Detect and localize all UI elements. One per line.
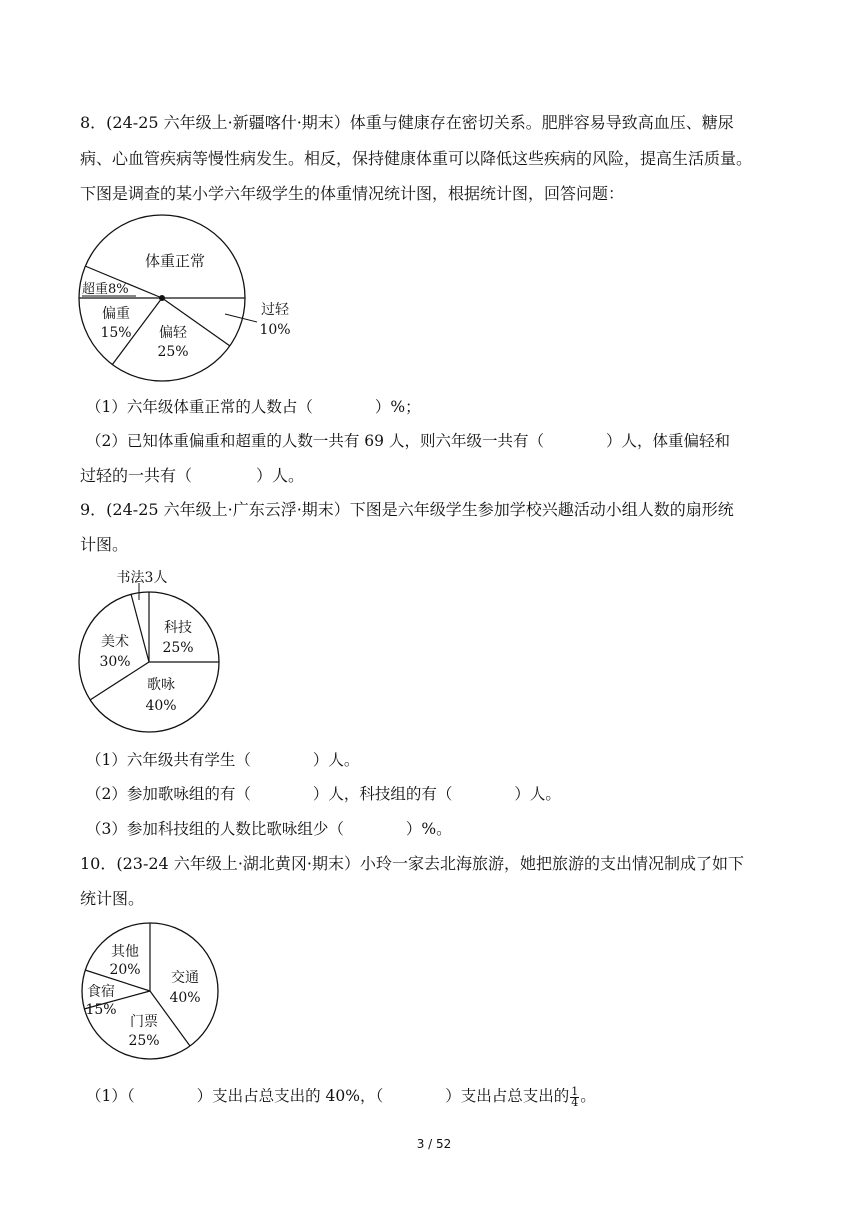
one-quarter-fraction (570, 1084, 579, 1109)
q8-line-3: 下图是调查的某小学六年级学生的体重情况统计图，根据统计图，回答问题： (80, 184, 625, 203)
activity-pie-label-calligraphy: 书法3人 (116, 570, 168, 586)
weight-pie-label-heavy: 偏重 (102, 306, 130, 322)
travel-pie-chart (70, 918, 230, 1068)
q9-sub-2: （2）参加歌咏组的有（ ）人，科技组的有（ ）人。 (86, 785, 561, 803)
travel-pie-value-food: 15% (85, 1002, 117, 1018)
travel-pie-label-food: 食宿 (87, 984, 115, 1000)
activity-pie-value-sing: 40% (145, 698, 177, 714)
travel-pie-value-other: 20% (109, 962, 141, 978)
q8-sub-2b: 过轻的一共有（ ）人。 (80, 466, 305, 485)
q9-sub-1: （1）六年级共有学生（ ）人。 (86, 751, 360, 769)
weight-pie-center-dot (159, 295, 165, 301)
weight-pie-label-normal: 体重正常 (144, 252, 206, 270)
activity-pie-value-art: 30% (99, 654, 131, 670)
q9-line-2: 计图。 (80, 535, 129, 554)
weight-pie-label-overweight: 超重8% (82, 282, 129, 297)
weight-pie-value-slightly-under: 25% (157, 344, 189, 360)
q8-sub-2a: （2）已知体重偏重和超重的人数一共有 69 人，则六年级一共有（ ）人，体重偏轻和 (86, 432, 730, 450)
activity-pie-divider-art-calligraphy (131, 594, 149, 662)
weight-pie-value-under: 10% (259, 322, 291, 338)
q10-sub-1 (86, 1084, 596, 1108)
weight-pie-label-slightly-under: 偏轻 (159, 325, 187, 341)
weight-pie-chart (70, 210, 310, 390)
activity-pie-label-sing: 歌咏 (147, 677, 175, 693)
q10-sub-1-end: 。 (580, 1087, 596, 1105)
travel-pie-value-transport: 40% (169, 990, 201, 1006)
travel-pie-value-ticket: 25% (128, 1033, 160, 1049)
travel-pie-label-transport: 交通 (171, 970, 199, 986)
travel-pie-label-ticket: 门票 (130, 1014, 158, 1030)
weight-pie-leader-line (225, 314, 257, 322)
fraction-numerator: 1 (571, 1084, 579, 1098)
activity-pie-chart (70, 562, 230, 742)
fraction-denominator: 4 (571, 1095, 579, 1109)
q9-line-1: 9．(24-25 六年级上·广东云浮·期末）下图是六年级学生参加学校兴趣活动小组人数的扇形统 (80, 500, 734, 519)
q10-line-1: 10．(23-24 六年级上·湖北黄冈·期末）小玲一家去北海旅游，她把旅游的支出情况制成了如下 (80, 854, 744, 873)
q8-line-1: 8．(24-25 六年级上·新疆喀什·期末）体重与健康存在密切关系。肥胖容易导致高血压、糖尿 (80, 113, 734, 132)
q9-sub-3: （3）参加科技组的人数比歌咏组少（ ）%。 (86, 820, 452, 838)
q10-sub-1-text: （1）（ ）支出占总支出的 40%，（ ）支出占总支出的 (86, 1087, 570, 1105)
q10-line-2: 统计图。 (80, 889, 145, 908)
weight-pie-value-heavy: 15% (100, 325, 132, 341)
activity-pie-value-tech: 25% (162, 640, 194, 656)
travel-pie-label-other: 其他 (111, 944, 139, 960)
q8-line-2: 病、心血管疾病等慢性病发生。相反，保持健康体重可以降低这些疾病的风险，提高生活质量。 (80, 149, 753, 168)
page-number: 3 / 52 (416, 1137, 452, 1151)
activity-pie-label-art: 美术 (101, 634, 129, 650)
weight-pie-label-under: 过轻 (261, 302, 289, 318)
activity-pie-label-tech: 科技 (164, 620, 192, 636)
q8-sub-1: （1）六年级体重正常的人数占（ ）%； (86, 398, 421, 416)
